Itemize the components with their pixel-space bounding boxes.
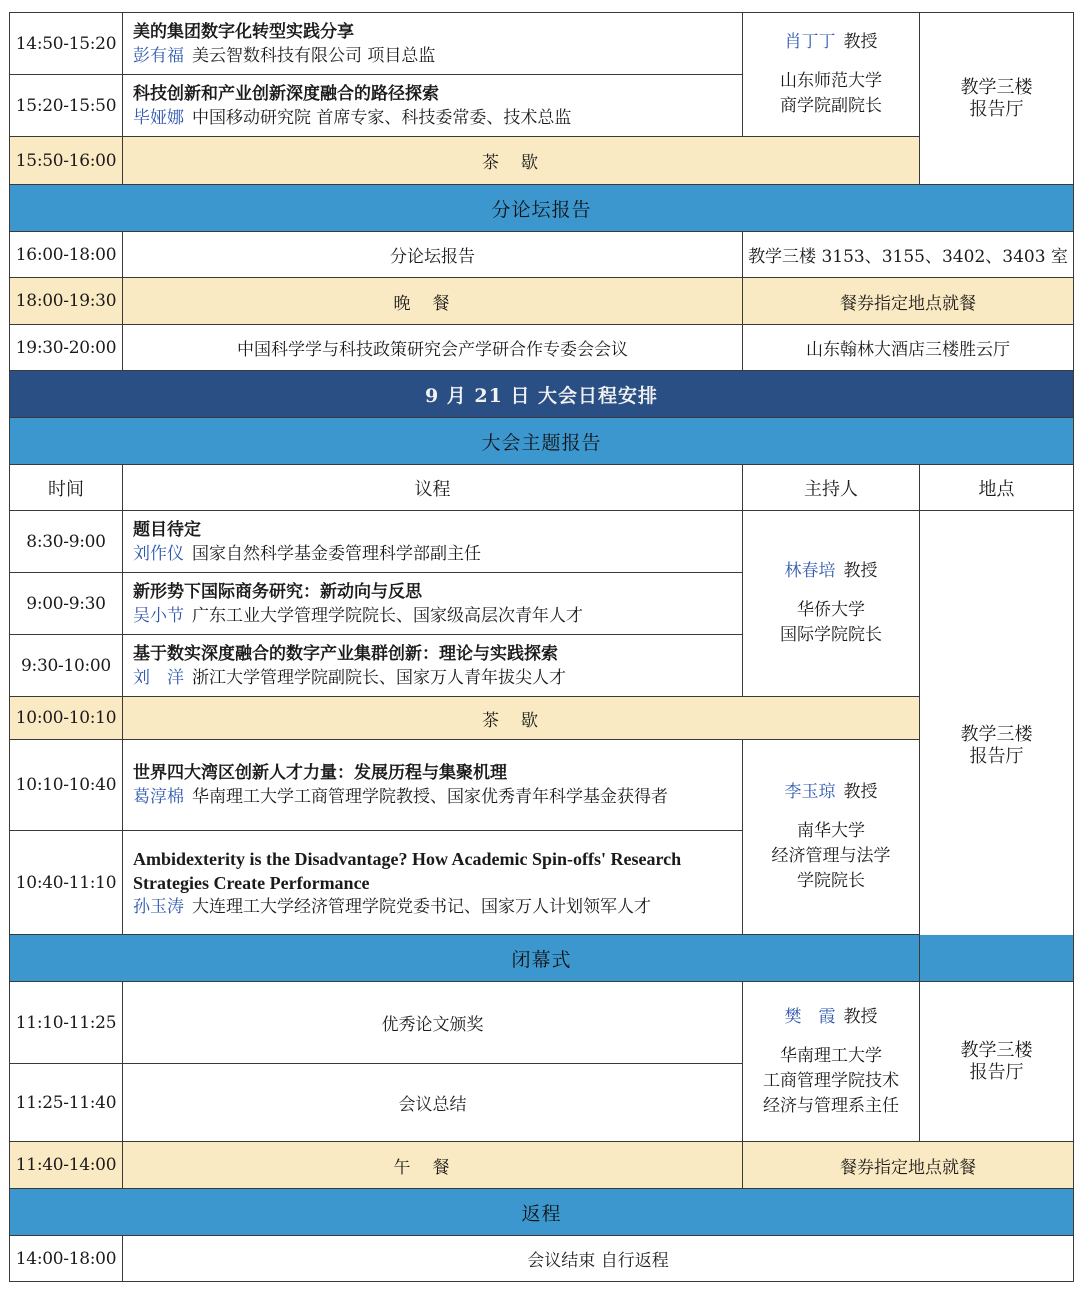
event-place: 餐券指定地点就餐	[743, 1142, 1074, 1189]
talk-time: 10:40-11:10	[10, 831, 123, 935]
talk-speaker-line	[133, 44, 732, 68]
talk-cell	[123, 740, 743, 831]
event-name: 晚餐	[123, 278, 743, 325]
speaker-name: 刘 洋	[133, 667, 184, 688]
speaker-affiliation: 广东工业大学管理学院院长、国家级高层次青年人才	[192, 605, 583, 626]
talk-cell	[123, 75, 743, 137]
talk-speaker-line	[133, 106, 732, 130]
talk-cell	[123, 635, 743, 697]
talk-speaker-line	[133, 604, 732, 628]
section-row	[10, 185, 1074, 232]
speaker-affiliation: 浙江大学管理学院副院长、国家万人青年拔尖人才	[192, 667, 566, 688]
event-name: 分论坛报告	[123, 232, 743, 278]
header-agenda: 议程	[123, 465, 743, 511]
event-time: 19:30-20:00	[10, 325, 123, 371]
host-org: 华南理工大学 工商管理学院技术 经济与管理系主任	[763, 1045, 899, 1116]
talk-speaker-line	[133, 666, 732, 690]
host-org: 山东师范大学 商学院副院长	[780, 71, 882, 116]
host-name: 李玉琼	[784, 782, 836, 802]
header-time: 时间	[10, 465, 123, 511]
event-row	[10, 1236, 1074, 1282]
talk-cell	[123, 511, 743, 573]
section-row	[10, 935, 1074, 982]
event-name: 优秀论文颁奖	[123, 982, 743, 1064]
speaker-affiliation: 华南理工大学工商管理学院教授、国家优秀青年科学基金获得者	[192, 787, 668, 807]
speaker-name: 毕娅娜	[133, 107, 184, 128]
schedule-table	[9, 12, 1074, 1282]
talk-title: 美的集团数字化转型实践分享	[133, 21, 354, 42]
event-time: 11:40-14:00	[10, 1142, 123, 1189]
talk-speaker-line	[133, 895, 732, 919]
host-cell	[743, 982, 920, 1142]
section-title-sub-forum: 分论坛报告	[10, 185, 1074, 232]
header-host: 主持人	[743, 465, 920, 511]
section-row	[10, 418, 1074, 465]
speaker-name: 刘作仪	[133, 543, 184, 564]
event-time: 14:00-18:00	[10, 1236, 123, 1282]
venue-cell: 教学三楼 报告厅	[920, 982, 1074, 1142]
speaker-affiliation: 美云智数科技有限公司 项目总监	[192, 45, 436, 66]
event-time: 16:00-18:00	[10, 232, 123, 278]
break-time: 10:00-10:10	[10, 697, 123, 740]
section-title-closing: 闭幕式	[10, 935, 1074, 982]
break-label: 茶歇	[123, 137, 920, 185]
talk-title: 题目待定	[133, 519, 201, 540]
talk-time: 9:00-9:30	[10, 573, 123, 635]
speaker-affiliation: 中国移动研究院 首席专家、科技委常委、技术总监	[192, 107, 572, 128]
talk-time: 15:20-15:50	[10, 75, 123, 137]
talk-cell	[123, 13, 743, 75]
day-row	[10, 371, 1074, 418]
talk-title: 新形势下国际商务研究：新动向与反思	[133, 581, 422, 602]
event-row	[10, 982, 1074, 1064]
event-row	[10, 232, 1074, 278]
talk-cell	[123, 831, 743, 935]
event-place: 教学三楼 3153、3155、3402、3403 室	[743, 232, 1074, 278]
host-org: 南华大学 经济管理与法学 学院院长	[771, 821, 891, 891]
talk-row	[10, 13, 1074, 75]
talk-time: 9:30-10:00	[10, 635, 123, 697]
speaker-name: 葛淳棉	[133, 787, 184, 807]
speaker-affiliation: 大连理工大学经济管理学院党委书记、国家万人计划领军人才	[192, 896, 651, 917]
header-venue: 地点	[920, 465, 1074, 511]
talk-title: 科技创新和产业创新深度融合的路径探索	[133, 83, 439, 104]
event-name: 会议总结	[123, 1064, 743, 1142]
event-name: 午餐	[123, 1142, 743, 1189]
section-title-keynote: 大会主题报告	[10, 418, 1074, 465]
speaker-name: 孙玉涛	[133, 896, 184, 917]
venue-cell: 教学三楼 报告厅	[920, 13, 1074, 185]
talk-cell	[123, 573, 743, 635]
event-name: 会议结束 自行返程	[123, 1236, 1074, 1282]
talk-speaker-line	[133, 542, 732, 566]
host-title: 教授	[843, 1006, 878, 1027]
section-row	[10, 1189, 1074, 1236]
event-time: 18:00-19:30	[10, 278, 123, 325]
speaker-name: 彭有福	[133, 45, 184, 66]
day-title: 9 月 21 日 大会日程安排	[10, 371, 1074, 418]
talk-row	[10, 511, 1074, 573]
host-name: 林春培	[784, 561, 836, 581]
event-place: 山东翰林大酒店三楼胜云厅	[743, 325, 1074, 371]
host-name: 肖丁丁	[784, 32, 836, 52]
speaker-affiliation: 国家自然科学基金委管理科学部副主任	[192, 543, 481, 564]
event-row	[10, 325, 1074, 371]
break-label: 茶歇	[123, 697, 920, 740]
venue-cell: 教学三楼 报告厅	[920, 511, 1074, 982]
event-place: 餐券指定地点就餐	[743, 278, 1074, 325]
break-row	[10, 697, 1074, 740]
host-cell	[743, 13, 920, 137]
host-name: 樊 霞	[784, 1006, 836, 1027]
talk-time: 14:50-15:20	[10, 13, 123, 75]
talk-title: 基于数实深度融合的数字产业集群创新：理论与实践探索	[133, 643, 558, 664]
talk-time: 8:30-9:00	[10, 511, 123, 573]
event-time: 11:10-11:25	[10, 982, 123, 1064]
host-title: 教授	[843, 32, 878, 52]
event-time: 11:25-11:40	[10, 1064, 123, 1142]
speaker-name: 吴小节	[133, 605, 184, 626]
break-row	[10, 137, 1074, 185]
talk-speaker-line	[133, 785, 732, 809]
event-row	[10, 278, 1074, 325]
talk-title: Ambidexterity is the Disadvantage? How Academic Spin-offs' Research Strategies Create Performance	[133, 848, 682, 893]
host-cell	[743, 740, 920, 935]
event-row	[10, 1142, 1074, 1189]
section-title-return: 返程	[10, 1189, 1074, 1236]
host-cell	[743, 511, 920, 697]
header-row	[10, 465, 1074, 511]
talk-row	[10, 740, 1074, 831]
talk-title: 世界四大湾区创新人才力量：发展历程与集聚机理	[133, 763, 507, 783]
host-org: 华侨大学 国际学院院长	[780, 600, 882, 645]
event-name: 中国科学学与科技政策研究会产学研合作专委会会议	[123, 325, 743, 371]
break-time: 15:50-16:00	[10, 137, 123, 185]
host-title: 教授	[843, 782, 878, 802]
talk-time: 10:10-10:40	[10, 740, 123, 831]
host-title: 教授	[843, 561, 878, 581]
